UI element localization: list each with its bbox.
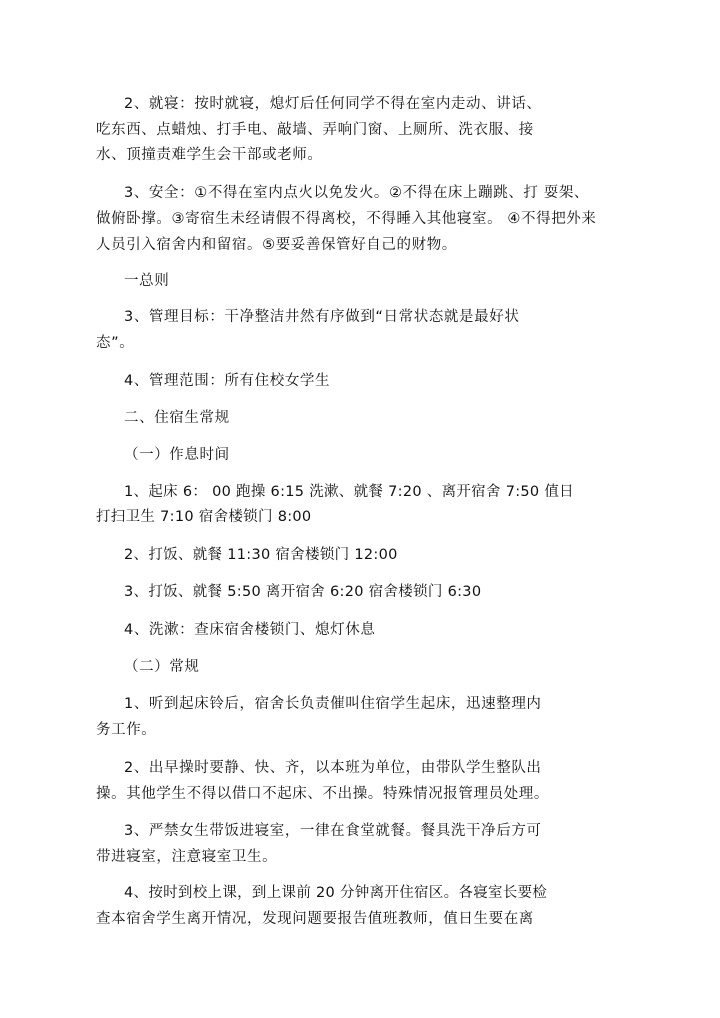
rule-bedtime-line-3: 水、顶撞责难学生会干部或老师。 [96,147,323,163]
rule-safety-line-2: 做俯卧撑。③寄宿生未经请假不得离校，不得睡入其他寝室。 ④不得把外来 [96,211,597,227]
routine-item-2-line-2: 操。其他学生不得以借口不起床、不出操。特殊情况报管理员处理。 [96,786,549,802]
routine-item-2-line-1: 2、出早操时要静、快、齐，以本班为单位，由带队学生整队出 [124,760,542,776]
rule-bedtime-line-2: 吃东西、点蜡烛、打手电、敲墙、弄响门窗、上厕所、洗衣服、接 [96,122,534,138]
section-resident-rules-heading: 二、住宿生常规 [124,410,230,426]
routine-item-1-line-2: 务工作。 [96,722,157,738]
subsection-schedule-heading: （一）作息时间 [124,447,230,463]
routine-item-3-line-1: 3、严禁女生带饭进寝室，一律在食堂就餐。餐具洗干净后方可 [124,823,542,839]
subsection-routine-heading: （二）常规 [124,659,200,675]
schedule-item-1-line-1: 1、起床 6： 00 跑操 6:15 洗漱、就餐 7:20 、离开宿舍 7:50 值日 [124,484,574,500]
management-scope: 4、管理范围：所有住校女学生 [124,373,331,389]
routine-item-1-line-1: 1、听到起床铃后，宿舍长负责催叫住宿学生起床，迅速整理内 [124,696,542,712]
rule-safety-line-1: 3、安全：①不得在室内点火以免发火。②不得在床上蹦跳、打 耍架、 [124,185,590,201]
schedule-item-4: 4、洗漱：查床宿舍楼锁门、熄灯休息 [124,622,376,638]
routine-item-3-line-2: 带进寝室，注意寝室卫生。 [96,849,278,865]
rule-bedtime-line-1: 2、就寝：按时就寝，熄灯后任何同学不得在室内走动、讲话、 [124,96,542,112]
schedule-item-1-line-2: 打扫卫生 7:10 宿舍楼锁门 8:00 [96,509,312,525]
schedule-item-2: 2、打饭、就餐 11:30 宿舍楼锁门 12:00 [124,547,398,563]
management-goal-line-1: 3、管理目标：干净整洁井然有序做到“日常状态就是最好状 [124,309,520,325]
management-goal-line-2: 态”。 [96,335,135,351]
rule-safety-line-3: 人员引入宿舍内和留宿。⑤要妥善保管好自己的财物。 [96,237,457,253]
section-general-heading: 一总则 [124,273,170,289]
routine-item-4-line-2: 查本宿舍学生离开情况，发现问题要报告值班教师，值日生要在离 [96,911,534,927]
routine-item-4-line-1: 4、按时到校上课，到上课前 20 分钟离开住宿区。各寝室长要检 [124,885,548,901]
schedule-item-3: 3、打饭、就餐 5:50 离开宿舍 6:20 宿舍楼锁门 6:30 [124,584,482,600]
